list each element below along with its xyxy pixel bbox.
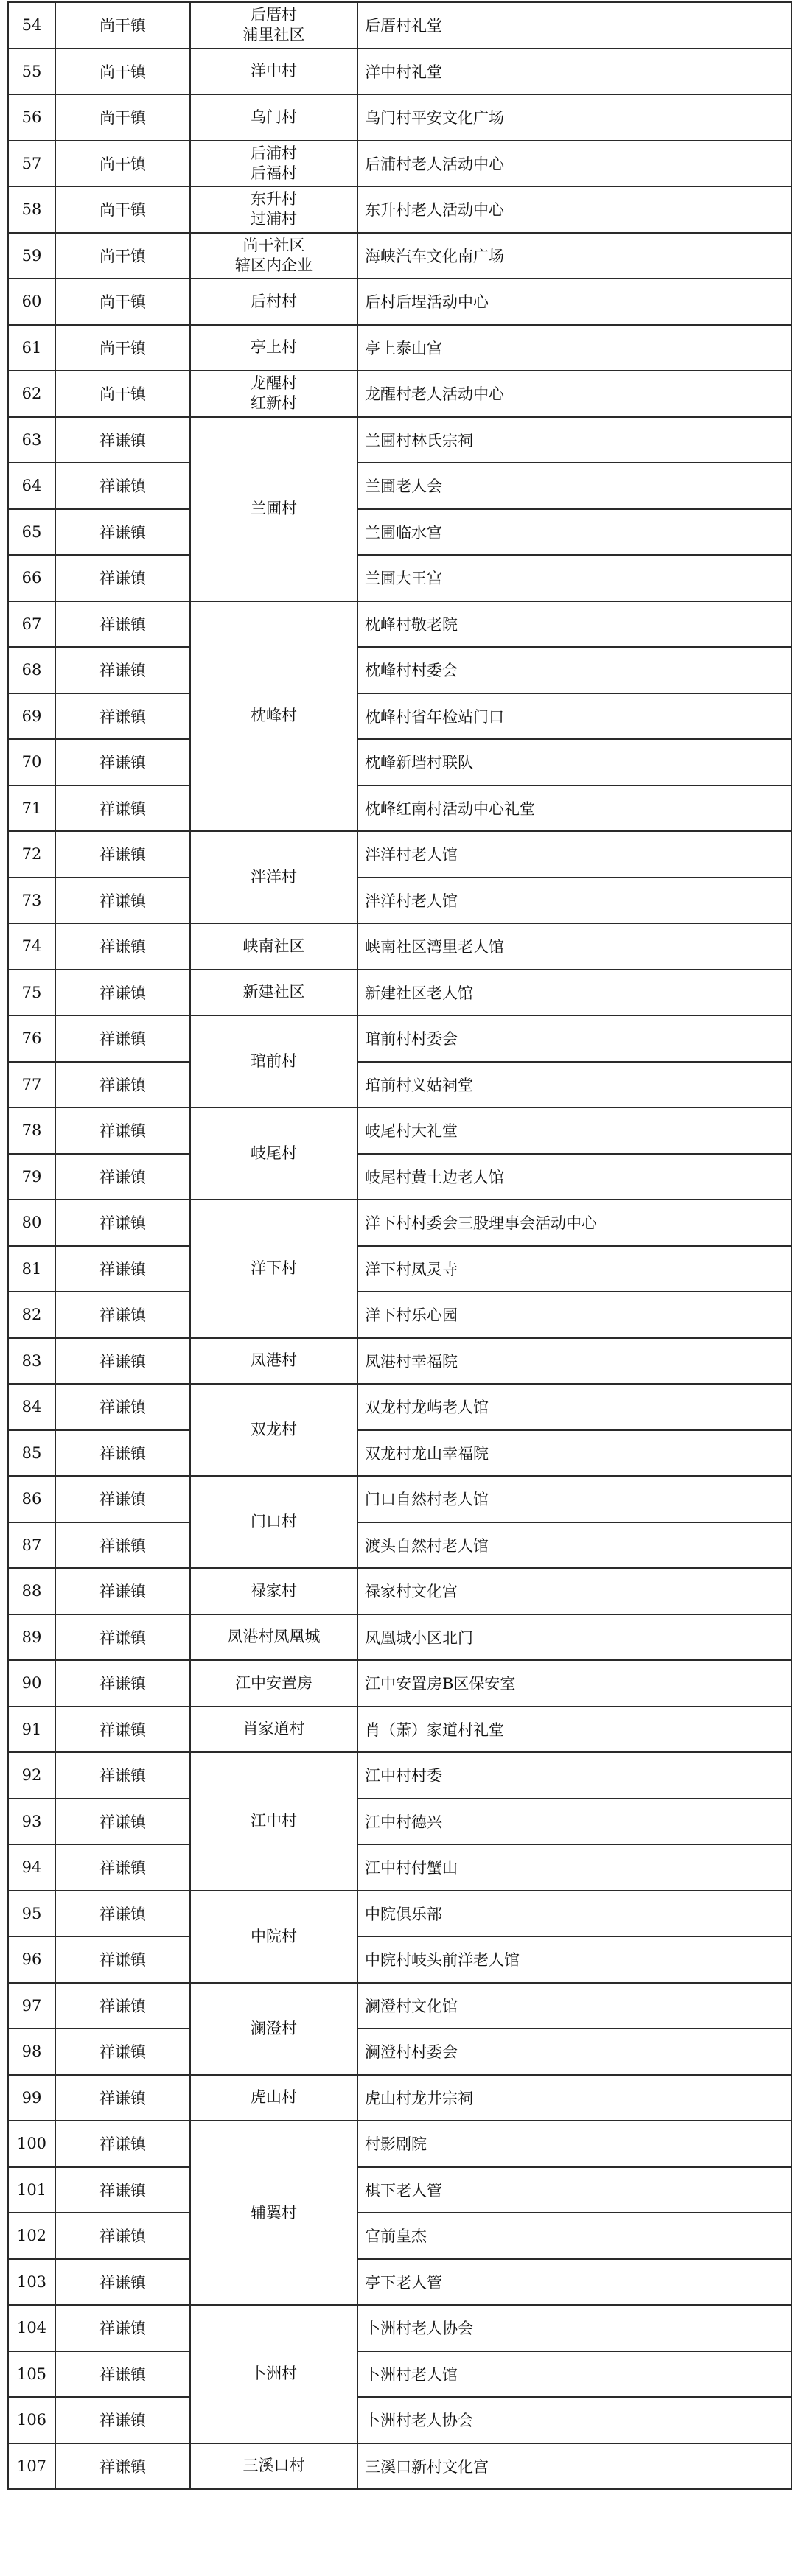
venue-name: 后厝村礼堂 [357,2,792,49]
venue-name: 虎山村龙井宗祠 [357,2075,792,2121]
village-name: 泮洋村 [190,831,357,923]
venue-name: 澜澄村文化馆 [357,1983,792,2029]
town-name: 祥谦镇 [55,1430,190,1477]
table-row [8,739,792,785]
town-name: 祥谦镇 [55,923,190,970]
table-row [8,647,792,693]
venue-name: 肖（萧）家道村礼堂 [357,1707,792,1753]
row-number: 55 [8,49,55,95]
row-number: 54 [8,2,55,49]
village-line: 过浦村 [251,210,297,228]
venue-name: 枕峰村村委会 [357,647,792,693]
table-row [8,2213,792,2259]
row-number: 80 [8,1200,55,1246]
town-name: 祥谦镇 [55,693,190,740]
town-name: 祥谦镇 [55,831,190,878]
table-row [8,2351,792,2398]
village-name: 峡南社区 [190,923,357,970]
town-name: 祥谦镇 [55,1568,190,1614]
venue-name: 洋中村礼堂 [357,49,792,95]
row-number: 70 [8,739,55,785]
town-name: 祥谦镇 [55,1522,190,1569]
table-row [8,2,792,49]
row-number: 58 [8,186,55,233]
table-row [8,1936,792,1983]
town-name: 祥谦镇 [55,2305,190,2351]
town-name: 祥谦镇 [55,463,190,509]
table-row [8,2305,792,2351]
row-number: 97 [8,1983,55,2029]
row-number: 69 [8,693,55,740]
table-row [8,2259,792,2306]
village-name [190,2,357,49]
venue-name: 泮洋村老人馆 [357,878,792,924]
village-name: 琯前村 [190,1015,357,1107]
table-row [8,1522,792,1569]
village-line: 辖区内企业 [235,256,313,274]
venue-name: 洋下村凤灵寺 [357,1246,792,1292]
village-name: 门口村 [190,1476,357,1568]
venue-name: 江中村村委 [357,1752,792,1799]
village-line: 后浦村 [251,144,297,162]
table-row [8,923,792,970]
town-name: 尚干镇 [55,233,190,279]
row-number: 59 [8,233,55,279]
venue-name: 新建社区老人馆 [357,970,792,1016]
table-row [8,1891,792,1937]
village-name: 兰圃村 [190,417,357,601]
row-number: 64 [8,463,55,509]
table-row [8,2443,792,2490]
table-row [8,325,792,371]
venue-name: 峡南社区湾里老人馆 [357,923,792,970]
table-row [8,233,792,279]
venue-name: 三溪口新村文化宫 [357,2443,792,2490]
venue-name: 岐尾村黄土边老人馆 [357,1154,792,1200]
village-name: 辅翼村 [190,2121,357,2305]
venue-name: 中院村岐头前洋老人馆 [357,1936,792,1983]
row-number: 71 [8,785,55,832]
venue-name: 门口自然村老人馆 [357,1476,792,1522]
venue-name: 泮洋村老人馆 [357,831,792,878]
table-row [8,1983,792,2029]
venue-name: 双龙村龙山幸福院 [357,1430,792,1477]
venue-name: 琯前村义姑祠堂 [357,1062,792,1108]
table-row [8,49,792,95]
venue-name: 江中村付蟹山 [357,1844,792,1891]
venue-name: 卜洲村老人馆 [357,2351,792,2398]
venue-name: 兰圃临水宫 [357,509,792,556]
venue-name: 卜洲村老人协会 [357,2397,792,2443]
table-row [8,463,792,509]
town-name: 祥谦镇 [55,1154,190,1200]
table-row [8,878,792,924]
table-row [8,2121,792,2167]
town-name: 祥谦镇 [55,2213,190,2259]
town-name: 祥谦镇 [55,1707,190,1753]
town-name: 祥谦镇 [55,601,190,648]
polling-station-table [7,1,792,2490]
row-number: 78 [8,1107,55,1154]
table-row [8,831,792,878]
venue-name: 亭下老人管 [357,2259,792,2306]
venue-name: 禄家村文化宫 [357,1568,792,1614]
table-row [8,970,792,1016]
table-row [8,555,792,601]
town-name: 祥谦镇 [55,1844,190,1891]
row-number: 107 [8,2443,55,2490]
row-number: 79 [8,1154,55,1200]
row-number: 61 [8,325,55,371]
village-name: 虎山村 [190,2075,357,2121]
row-number: 95 [8,1891,55,1937]
venue-name: 棋下老人管 [357,2167,792,2213]
table-row [8,1752,792,1799]
town-name: 祥谦镇 [55,1015,190,1062]
table-row [8,417,792,463]
row-number: 81 [8,1246,55,1292]
row-number: 75 [8,970,55,1016]
table-row [8,1292,792,1338]
table-row [8,785,792,832]
row-number: 57 [8,141,55,187]
row-number: 101 [8,2167,55,2213]
town-name: 祥谦镇 [55,2167,190,2213]
row-number: 77 [8,1062,55,1108]
venue-name: 村影剧院 [357,2121,792,2167]
venue-name: 琯前村村委会 [357,1015,792,1062]
village-name: 卜洲村 [190,2305,357,2443]
town-name: 祥谦镇 [55,2029,190,2075]
village-name: 后村村 [190,279,357,325]
venue-name: 亭上泰山宫 [357,325,792,371]
row-number: 93 [8,1799,55,1845]
venue-name: 兰圃老人会 [357,463,792,509]
table-row [8,2075,792,2121]
town-name: 祥谦镇 [55,2259,190,2306]
row-number: 86 [8,1476,55,1522]
row-number: 62 [8,371,55,417]
venue-name: 双龙村龙屿老人馆 [357,1384,792,1430]
town-name: 尚干镇 [55,371,190,417]
village-line: 龙醒村 [251,374,297,393]
table-row [8,1154,792,1200]
town-name: 祥谦镇 [55,2443,190,2490]
table-row [8,1384,792,1430]
town-name: 祥谦镇 [55,2075,190,2121]
venue-name: 澜澄村村委会 [357,2029,792,2075]
town-name: 祥谦镇 [55,1614,190,1661]
table-row [8,2029,792,2075]
row-number: 82 [8,1292,55,1338]
town-name: 祥谦镇 [55,509,190,556]
row-number: 65 [8,509,55,556]
row-number: 73 [8,878,55,924]
venue-name: 凤凰城小区北门 [357,1614,792,1661]
venue-name: 枕峰新垱村联队 [357,739,792,785]
town-name: 祥谦镇 [55,1891,190,1937]
row-number: 72 [8,831,55,878]
town-name: 祥谦镇 [55,2351,190,2398]
table-row [8,94,792,141]
town-name: 尚干镇 [55,49,190,95]
row-number: 100 [8,2121,55,2167]
town-name: 祥谦镇 [55,739,190,785]
table-body [8,2,792,2489]
venue-name: 官前皇杰 [357,2213,792,2259]
row-number: 76 [8,1015,55,1062]
row-number: 103 [8,2259,55,2306]
row-number: 85 [8,1430,55,1477]
table-row [8,1568,792,1614]
village-name: 澜澄村 [190,1983,357,2075]
row-number: 87 [8,1522,55,1569]
table-row [8,1062,792,1108]
venue-name: 东升村老人活动中心 [357,186,792,233]
town-name: 祥谦镇 [55,1246,190,1292]
row-number: 68 [8,647,55,693]
table-row [8,1338,792,1385]
venue-name: 岐尾村大礼堂 [357,1107,792,1154]
table-row [8,1660,792,1707]
row-number: 56 [8,94,55,141]
village-name: 亭上村 [190,325,357,371]
row-number: 106 [8,2397,55,2443]
venue-name: 后村后埕活动中心 [357,279,792,325]
village-line: 浦里社区 [242,26,305,44]
venue-name: 江中村德兴 [357,1799,792,1845]
village-line: 后福村 [251,164,297,182]
venue-name: 枕峰村敬老院 [357,601,792,648]
venue-name: 后浦村老人活动中心 [357,141,792,187]
table-row [8,141,792,187]
row-number: 96 [8,1936,55,1983]
village-name [190,233,357,279]
table-row [8,1476,792,1522]
table-row [8,509,792,556]
village-name: 洋中村 [190,49,357,95]
row-number: 92 [8,1752,55,1799]
village-name [190,371,357,417]
row-number: 104 [8,2305,55,2351]
town-name: 祥谦镇 [55,1752,190,1799]
village-name: 新建社区 [190,970,357,1016]
village-name: 中院村 [190,1891,357,1983]
village-line: 东升村 [251,190,297,209]
village-name [190,141,357,187]
town-name: 祥谦镇 [55,1476,190,1522]
table-row [8,601,792,648]
table-row [8,1107,792,1154]
town-name: 祥谦镇 [55,970,190,1016]
table-row [8,2397,792,2443]
village-name: 肖家道村 [190,1707,357,1753]
venue-name: 洋下村乐心园 [357,1292,792,1338]
town-name: 祥谦镇 [55,1200,190,1246]
town-name: 尚干镇 [55,279,190,325]
town-name: 尚干镇 [55,186,190,233]
row-number: 83 [8,1338,55,1385]
row-number: 91 [8,1707,55,1753]
town-name: 祥谦镇 [55,1062,190,1108]
venue-name: 中院俱乐部 [357,1891,792,1937]
village-name: 洋下村 [190,1200,357,1338]
venue-name: 卜洲村老人协会 [357,2305,792,2351]
venue-name: 渡头自然村老人馆 [357,1522,792,1569]
town-name: 祥谦镇 [55,1292,190,1338]
town-name: 祥谦镇 [55,1107,190,1154]
town-name: 祥谦镇 [55,785,190,832]
village-name: 江中村 [190,1752,357,1891]
row-number: 102 [8,2213,55,2259]
row-number: 90 [8,1660,55,1707]
venue-name: 兰圃村林氏宗祠 [357,417,792,463]
row-number: 94 [8,1844,55,1891]
venue-name: 龙醒村老人活动中心 [357,371,792,417]
village-name: 凤港村凤凰城 [190,1614,357,1661]
table-row [8,1246,792,1292]
venue-name: 凤港村幸福院 [357,1338,792,1385]
table-row [8,1015,792,1062]
row-number: 63 [8,417,55,463]
village-line: 尚干社区 [242,236,305,254]
town-name: 祥谦镇 [55,417,190,463]
venue-name: 兰圃大王宫 [357,555,792,601]
table-row [8,1799,792,1845]
village-name: 江中安置房 [190,1660,357,1707]
town-name: 祥谦镇 [55,1936,190,1983]
table-row [8,1614,792,1661]
town-name: 尚干镇 [55,94,190,141]
row-number: 105 [8,2351,55,2398]
village-name: 双龙村 [190,1384,357,1476]
venue-name: 枕峰村省年检站门口 [357,693,792,740]
venue-name: 江中安置房B区保安室 [357,1660,792,1707]
village-name: 凤港村 [190,1338,357,1385]
venue-name: 乌门村平安文化广场 [357,94,792,141]
village-name: 三溪口村 [190,2443,357,2490]
town-name: 祥谦镇 [55,1660,190,1707]
village-name: 岐尾村 [190,1107,357,1200]
table-row [8,1844,792,1891]
town-name: 祥谦镇 [55,647,190,693]
town-name: 尚干镇 [55,2,190,49]
row-number: 88 [8,1568,55,1614]
row-number: 98 [8,2029,55,2075]
row-number: 60 [8,279,55,325]
town-name: 祥谦镇 [55,2397,190,2443]
row-number: 99 [8,2075,55,2121]
village-name [190,186,357,233]
table-row [8,1707,792,1753]
table-row [8,2167,792,2213]
town-name: 祥谦镇 [55,2121,190,2167]
table-row [8,279,792,325]
table-row [8,693,792,740]
town-name: 祥谦镇 [55,878,190,924]
town-name: 祥谦镇 [55,1384,190,1430]
row-number: 74 [8,923,55,970]
table-row [8,1200,792,1246]
village-name: 乌门村 [190,94,357,141]
town-name: 祥谦镇 [55,1983,190,2029]
town-name: 祥谦镇 [55,555,190,601]
town-name: 尚干镇 [55,141,190,187]
village-name: 禄家村 [190,1568,357,1614]
row-number: 89 [8,1614,55,1661]
table-row [8,371,792,417]
venue-name: 海峡汽车文化南广场 [357,233,792,279]
row-number: 67 [8,601,55,648]
village-line: 红新村 [251,394,297,413]
row-number: 84 [8,1384,55,1430]
village-name: 枕峰村 [190,601,357,832]
venue-name: 洋下村村委会三股理事会活动中心 [357,1200,792,1246]
town-name: 祥谦镇 [55,1799,190,1845]
table-row [8,1430,792,1477]
table-row [8,186,792,233]
town-name: 祥谦镇 [55,1338,190,1385]
village-line: 后厝村 [251,6,297,24]
town-name: 尚干镇 [55,325,190,371]
row-number: 66 [8,555,55,601]
venue-name: 枕峰红南村活动中心礼堂 [357,785,792,832]
